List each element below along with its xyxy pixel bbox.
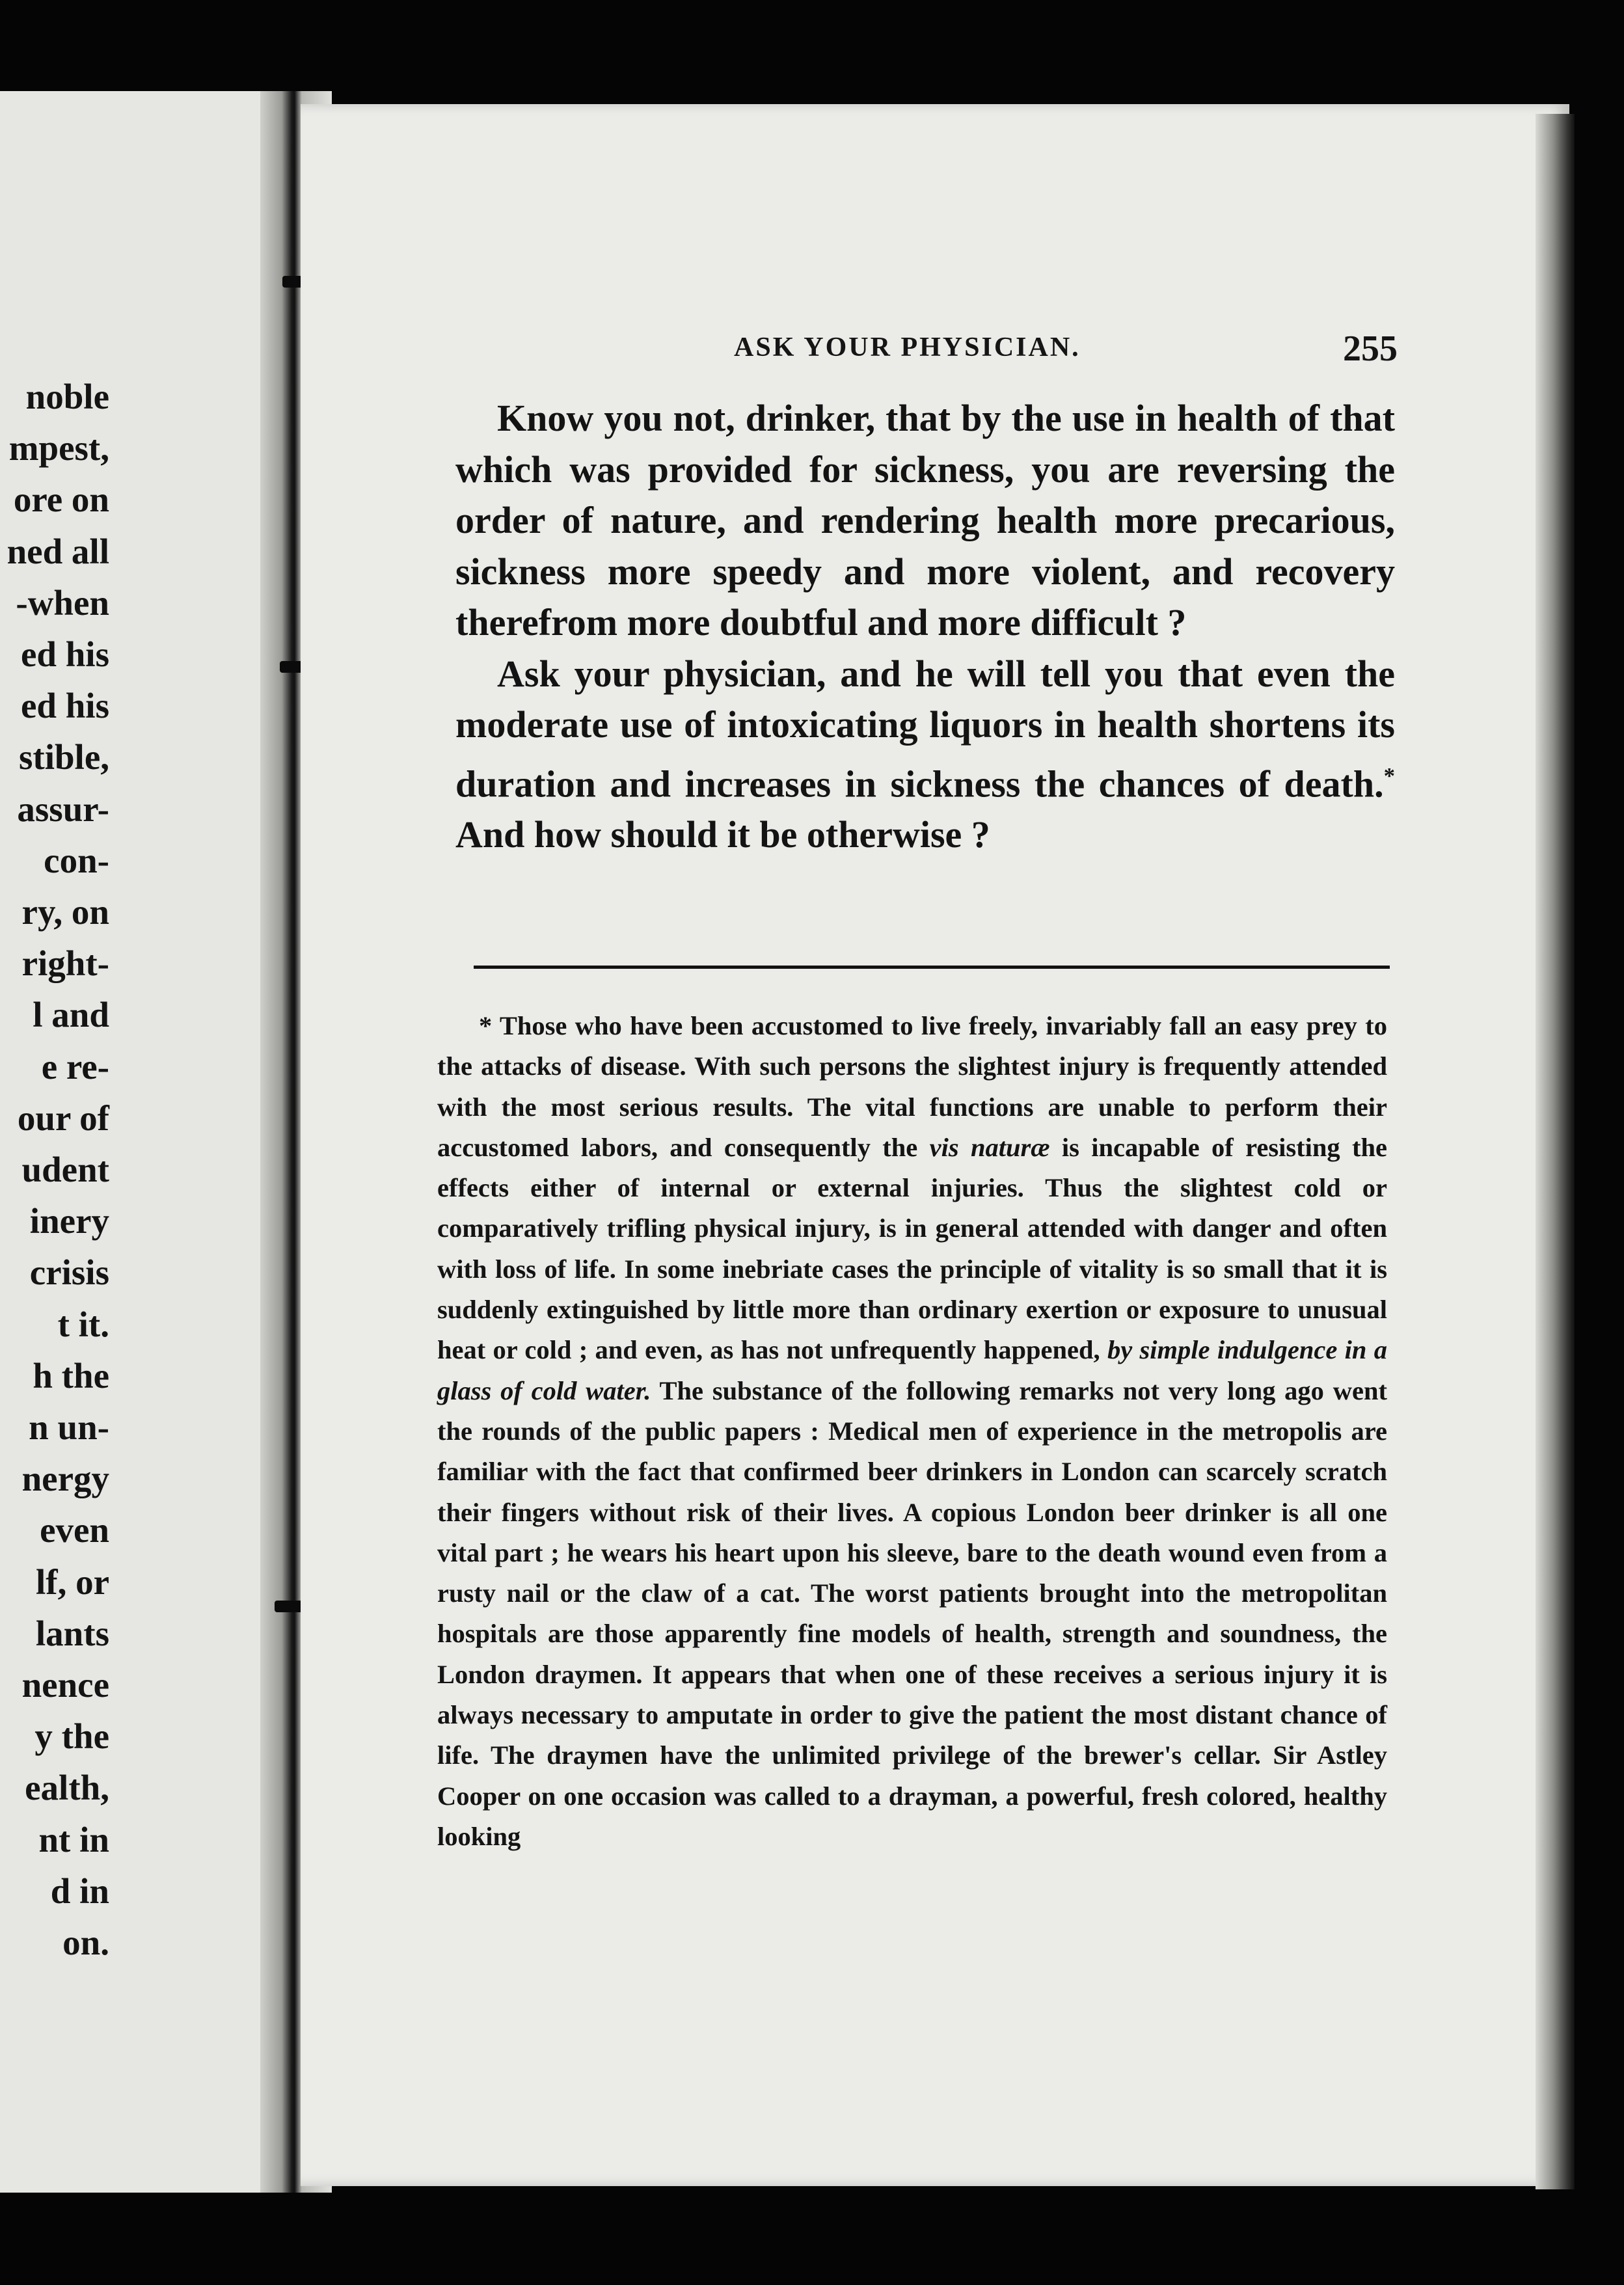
left-line: ry, on [21,892,109,932]
footnote-reference: * [1383,763,1395,789]
paragraph-text: Ask your physician, and he will tell you that even the moderate use of intoxicating liquors in health shortens its duration and increases in sickness the chances of death. [455,652,1395,805]
left-page-text [7,371,109,1968]
left-line: d in [50,1871,109,1911]
left-line: nt in [38,1819,109,1859]
footnote [437,1006,1387,1857]
left-line: even [40,1510,109,1550]
left-line: ed his [20,686,109,726]
left-line: nergy [21,1459,109,1499]
left-line: stible, [18,737,109,777]
paragraph-text: And how should it be otherwise ? [455,813,990,856]
left-line: assur- [17,789,109,829]
left-line: ore on [13,480,109,520]
left-line: crisis [29,1252,109,1293]
page-edge-shadow [1536,114,1575,2189]
left-page-fragment [0,91,286,2193]
left-line: inery [29,1201,109,1241]
running-head-title: ASK YOUR PHYSICIAN. [734,332,1081,362]
left-line: e re- [41,1046,109,1087]
left-line: udent [21,1150,109,1190]
body-text [455,393,1395,861]
footnote-marker: * [479,1011,493,1040]
footnote-text: Those who have been accustomed to live freely, invariably fall an easy prey to the attacks of disease. With such persons the slightest injury is frequently attended with the most serious results. The vital functions are unable to perform their accustomed labors, and consequently the [437,1011,1387,1162]
paragraph [455,649,1395,861]
left-line: right- [21,943,109,984]
footnote-italic: vis naturæ [929,1132,1050,1162]
left-line: nence [21,1665,109,1705]
left-line: ned all [7,531,109,571]
left-line: n un- [29,1407,109,1448]
footnote-text: The substance of the following remarks not very long ago went the rounds of the public papers : Medical men of experience in the metropolis are familiar with the fact that confirmed beer drinkers in London can scarcely scratch their fingers without risk of their lives. A copious London beer drinker is all one vital part ; he wears his heart upon his sleeve, bare to the death wound even from a rusty nail or the claw of a cat. The worst patients brought into the metropolitan hospitals are those apparently fine models of health, strength and soundness, the London draymen. It appears that when one of these receives a serious injury it is always necessary to amputate in order to give the patient the most distant chance of life. The draymen have the unlimited privilege of the brewer's cellar. Sir Astley Cooper on one occasion was called to a drayman, a powerful, fresh colored, healthy looking [437,1375,1387,1851]
left-line: h the [33,1355,109,1396]
left-line: ealth, [25,1768,109,1808]
left-line: lants [35,1613,109,1653]
footnote-italic: by simple indulgence in a glass of cold water. [437,1335,1388,1405]
left-line: -when [16,582,109,623]
left-line: lf, or [35,1562,109,1602]
footnote-divider [474,966,1390,969]
left-line: l and [33,995,109,1035]
left-line: mpest, [8,428,109,468]
left-line: t it. [57,1304,109,1344]
left-line: our of [17,1098,109,1138]
footnote-text: is incapable of resisting the effects either of internal or external injuries. Thus the slightest cold or comparatively trifling physical injury, is in general attended with danger and often with loss of life. In some inebriate cases the principle of vitality is so small that it is suddenly extinguished by little more than ordinary exertion or exposure to unusual heat or cold ; and even, as has not unfrequently happened, [437,1132,1387,1365]
running-head [734,328,1398,373]
footnote-paragraph [437,1006,1387,1857]
left-line: con- [44,840,109,880]
left-line: ed his [20,634,109,675]
left-line: y the [34,1716,109,1757]
page-number: 255 [1343,329,1398,369]
paragraph: Know you not, drinker, that by the use in health of that which was provided for sickness, you are reversing the order of nature, and rendering health more precarious, sickness more speedy and more violent, and recovery therefrom more doubtful and more difficult ? [455,397,1395,643]
left-line: noble [25,377,109,416]
left-line: on. [62,1923,109,1963]
